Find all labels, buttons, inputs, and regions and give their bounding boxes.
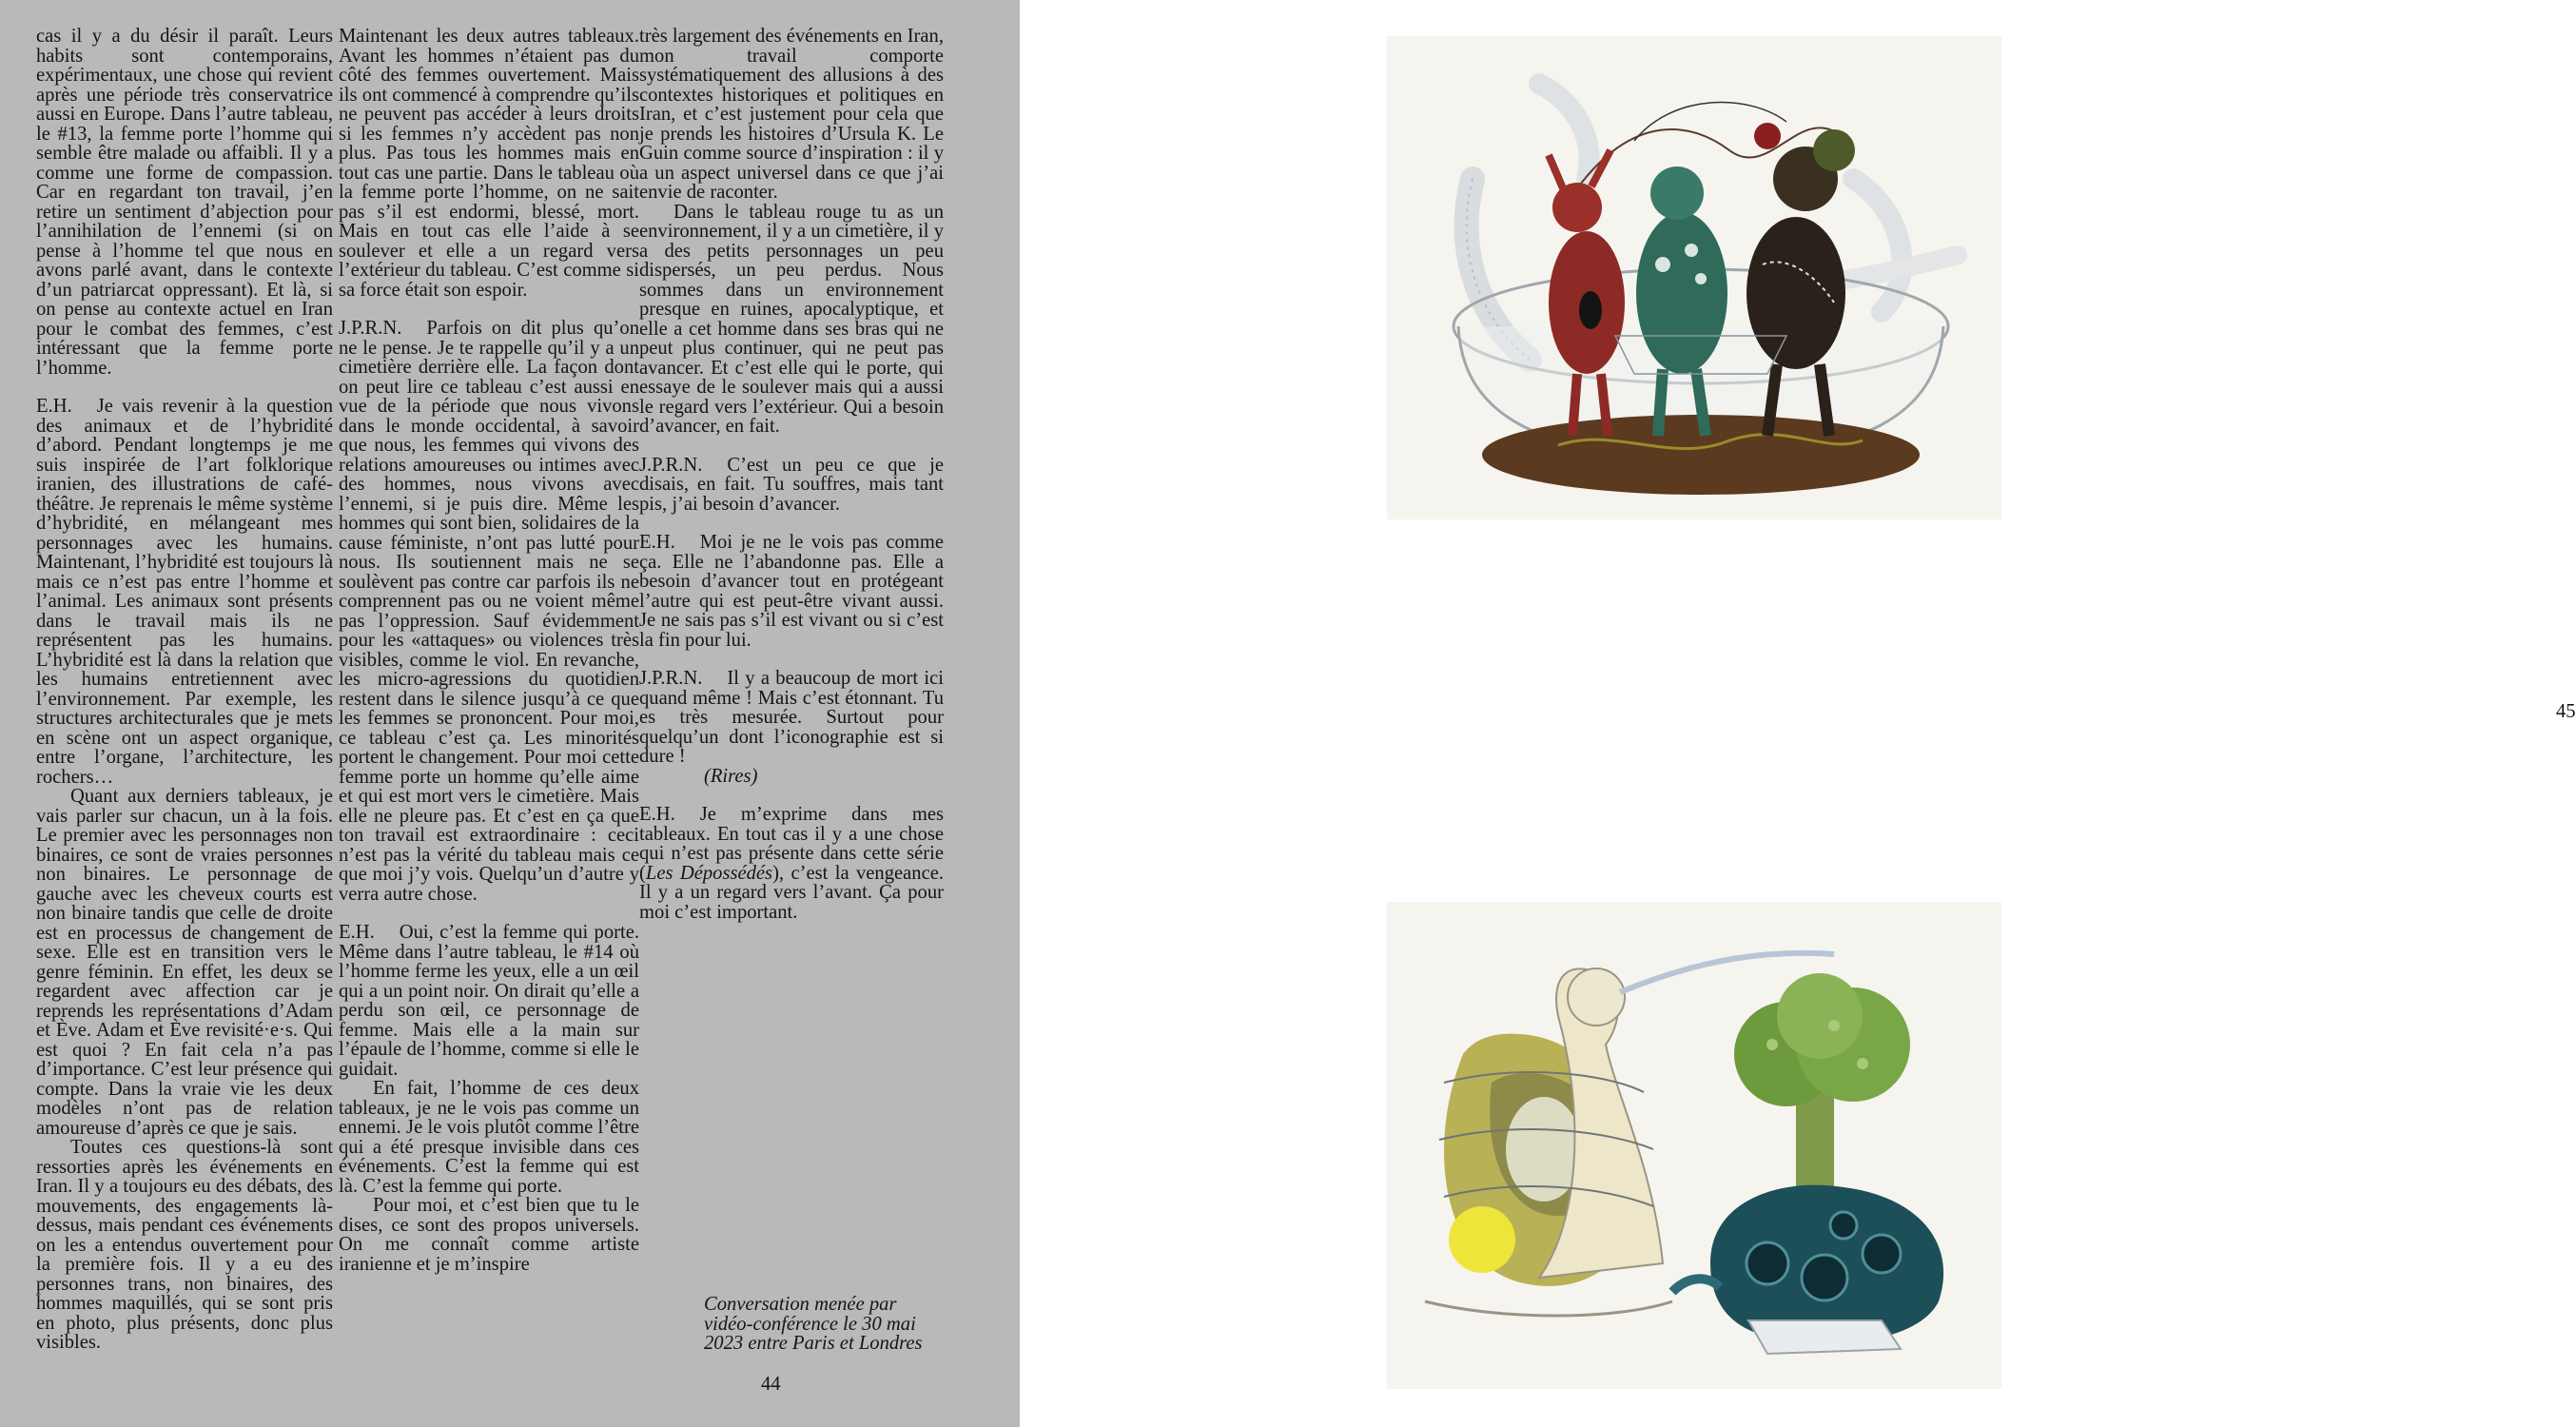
paragraph: Maintenant les deux autres tableaux. Avant les hommes n’étaient pas du côté des femmes ouvertement. Mais ils ont commencé à comprendre qu’ils ne peuvent pas accéder à leurs droits si les femmes n’y accèdent pas non plus. Pas tous les hommes mais en tout cas une partie. Dans le tableau où la femme porte l’homme, on ne sait pas s’il est endormi, blessé, mort. Mais en tout cas elle l’aide à se soulever et elle a un regard vers l’extérieur du tableau. C’est comme si sa force était son espoir.: [339, 26, 639, 301]
text-column-3: [639, 27, 944, 1397]
speaker-label: E.H.: [36, 396, 72, 417]
paragraph: [639, 533, 944, 650]
artwork-glass-bowl-figures: [1387, 36, 2001, 519]
paragraph: Pour moi, et c’est bien que tu le dises, ce sont des propos universels. On me connaît comme artiste iranienne et je m’inspire: [339, 1195, 639, 1275]
paragraph: En fait, l’homme de ces deux tableaux, je ne le vois pas comme un ennemi. Je le vois plutôt comme l’être qui a été presque invisible dans ces événements. C’est la femme qui est là. C’est la femme qui porte.: [339, 1078, 639, 1197]
paragraph: cas il y a du désir il paraît. Leurs habits sont contemporains, expérimentaux, une chose qui revient après une période très conservatrice aussi en Europe. Dans l’autre tableau, le #13, la femme porte l’homme qui semble être malade ou affaibli. Il y a comme une forme de compassion. Car en regardant ton travail, j’en retire un sentiment d’abjection pour l’annihilation de l’ennemi (si on pense à l’homme tel que nous en avons parlé avant, dans le contexte d’un patriarcat oppressant). Et là, si on pense au contexte actuel en Iran pour le combat des femmes, c’est intéressant que la femme porte l’homme.: [36, 26, 333, 379]
text-column-1: [36, 27, 333, 1397]
paragraph-text: Oui, c’est la femme qui porte. Même dans l’autre tableau, le #14 où l’homme ferme les yeux, elle a un œil qui a un point noir. On dirait qu’elle a perdu son œil, ce personnage de femme. Mais elle a la main sur l’épaule de l’homme, comme si elle le guidait.: [339, 922, 639, 1080]
interview-credit: Conversation menée par vidéo-conférence le 30 mai 2023 entre Paris et Londres: [704, 1294, 923, 1354]
series-title: Les Dépossédés: [645, 862, 773, 884]
paragraph: Dans le tableau rouge tu as un environnement, il y a un cimetière, il y a des petits personnages un peu dispersés, un peu perdus. Nous sommes dans un environnement presque en ruines, apocalyptique, et elle a cet homme dans ses bras qui ne peut plus continuer, qui ne peut pas avancer. Et c’est elle qui le porte, qui essaye de le soulever mais qui a aussi le regard vers l’extérieur. Qui a besoin d’avancer, en fait.: [639, 201, 944, 437]
paragraph-text: C’est un peu ce que je disais, en fait. Tu souffres, mais tant pis, j’ai besoin d’avancer.: [639, 454, 944, 515]
speaker-label: J.P.R.N.: [339, 318, 402, 339]
page-number-left: 44: [761, 1374, 781, 1395]
paragraph-text: Moi je ne le vois pas comme ça. Elle ne l’abandonne pas. Elle a besoin d’avancer tout en protégeant l’autre qui est peut-être vivant aussi. Je ne sais pas s’il est vivant ou si c’est la fin pour lui.: [639, 532, 944, 651]
paragraph: [639, 805, 944, 922]
left-page: [0, 0, 1020, 1427]
page-number-right: 45: [2556, 701, 2576, 722]
paragraph: [639, 456, 944, 515]
paragraph-text: Je vais revenir à la question des animaux et de l’hybridité d’abord. Pendant longtemps je me suis inspirée de l’art folklorique iranien, des illustrations de café-théâtre. Je reprenais le même système d’hybridité, en mélangeant mes personnages avec les humains. Maintenant, l’hybridité est toujours là mais ce n’est pas entre l’homme et l’animal. Les animaux sont présents dans le travail mais ils ne représentent pas les humains. L’hybridité est là dans la relation que les humains entretiennent avec l’environnement. Par exemple, les structures architecturales que je mets en scène ont un aspect organique, entre l’organe, l’architecture, les rochers…: [36, 396, 333, 788]
paragraph: très largement des événements en Iran, mon travail comporte systématiquement des allusions à des contextes historiques et politiques en Iran, et c’est justement pour cela que je prends les histoires d’Ursula K. Le Guin comme source d’inspiration : il y a un aspect universel dans ce que j’ai envie de raconter.: [639, 26, 944, 203]
text-column-2: [339, 27, 639, 1397]
paragraph: Toutes ces questions-là sont ressorties après les événements en Iran. Il y a toujours eu des débats, des mouvements, des engagements là-dessus, mais pendant ces événements on les a entendus ouvertement pour la première fois. Il y a eu des personnes trans, non binaires, des hommes maquillés, qui se sont pris en photo, plus présents, donc plus visibles.: [36, 1137, 333, 1353]
speaker-label: E.H.: [639, 532, 675, 553]
paragraph-text: Parfois on dit plus qu’on ne le pense. Je te rappelle qu’il y a un cimetière derrière elle. La façon dont on peut lire ce tableau c’est aussi en vue de la période que nous vivons dans le monde occidental, à savoir que nous, les femmes qui vivons des relations amoureuses ou intimes avec des hommes, nous vivons avec l’ennemi, si je puis dire. Même les hommes qui sont bien, solidaires de la cause féministe, n’ont pas lutté pour nous. Ils soutiennent mais ne se soulèvent pas contre car parfois ils ne comprennent pas ou ne voient même pas l’oppression. Sauf évidemment pour les «attaques» ou violences très visibles, comme le viol. En revanche, les micro-agressions du quotidien restent dans le silence jusqu’à ce que les femmes se prononcent. Pour moi, ce tableau c’est ça. Les minorités portent le changement. Pour moi cette femme porte un homme qu’elle aime et qui est mort vers le cimetière. Mais elle ne pleure pas. Et c’est en ça que ton travail est extraordinaire : ceci n’est pas la vérité du tableau mais ce que moi j’y vois. Quelqu’un d’autre y verra autre chose.: [339, 318, 639, 905]
paragraph-text: Je m’exprime dans mes tableaux. En tout cas il y a une chose qui n’est pas présente dans cette série (: [639, 804, 944, 884]
speaker-label: E.H.: [339, 922, 375, 943]
speaker-label: J.P.R.N.: [639, 668, 703, 689]
paragraph-text: Il y a beaucoup de mort ici quand même ! Mais c’est étonnant. Tu es très mesurée. Surtout pour quelqu’un dont l’iconographie est si dure !: [639, 668, 944, 767]
artwork-snail-and-broccoli-illustration: [1387, 902, 2001, 1389]
paragraph: [339, 319, 639, 904]
speaker-label: E.H.: [639, 804, 675, 825]
paragraph-text: ), c’est la vengeance. Il y a un regard vers l’avant. Ça pour moi c’est important.: [639, 862, 944, 923]
stage-direction: (Rires): [704, 765, 758, 787]
artwork-snail-and-broccoli: [1387, 902, 2001, 1389]
artwork-glass-bowl-figures-illustration: [1387, 36, 2001, 519]
paragraph: Quant aux derniers tableaux, je vais parler sur chacun, un à la fois. Le premier avec les personnages non binaires, ce sont de vraies personnes non binaires. Le personnage de gauche avec les cheveux courts est non binaire tandis que celle de droite est en processus de changement de sexe. Elle est en transition vers le genre féminin. En effet, les deux se regardent avec affection car je reprends les représentations d’Adam et Ève. Adam et Ève revisité·e·s. Qui est quoi ? En fait cela n’a pas d’importance. C’est leur présence qui compte. Dans la vraie vie les deux modèles n’ont pas de relation amoureuse d’après ce que je sais.: [36, 786, 333, 1139]
paragraph: [339, 923, 639, 1079]
paragraph: [36, 397, 333, 787]
speaker-label: J.P.R.N.: [639, 454, 703, 476]
paragraph: [639, 669, 944, 786]
